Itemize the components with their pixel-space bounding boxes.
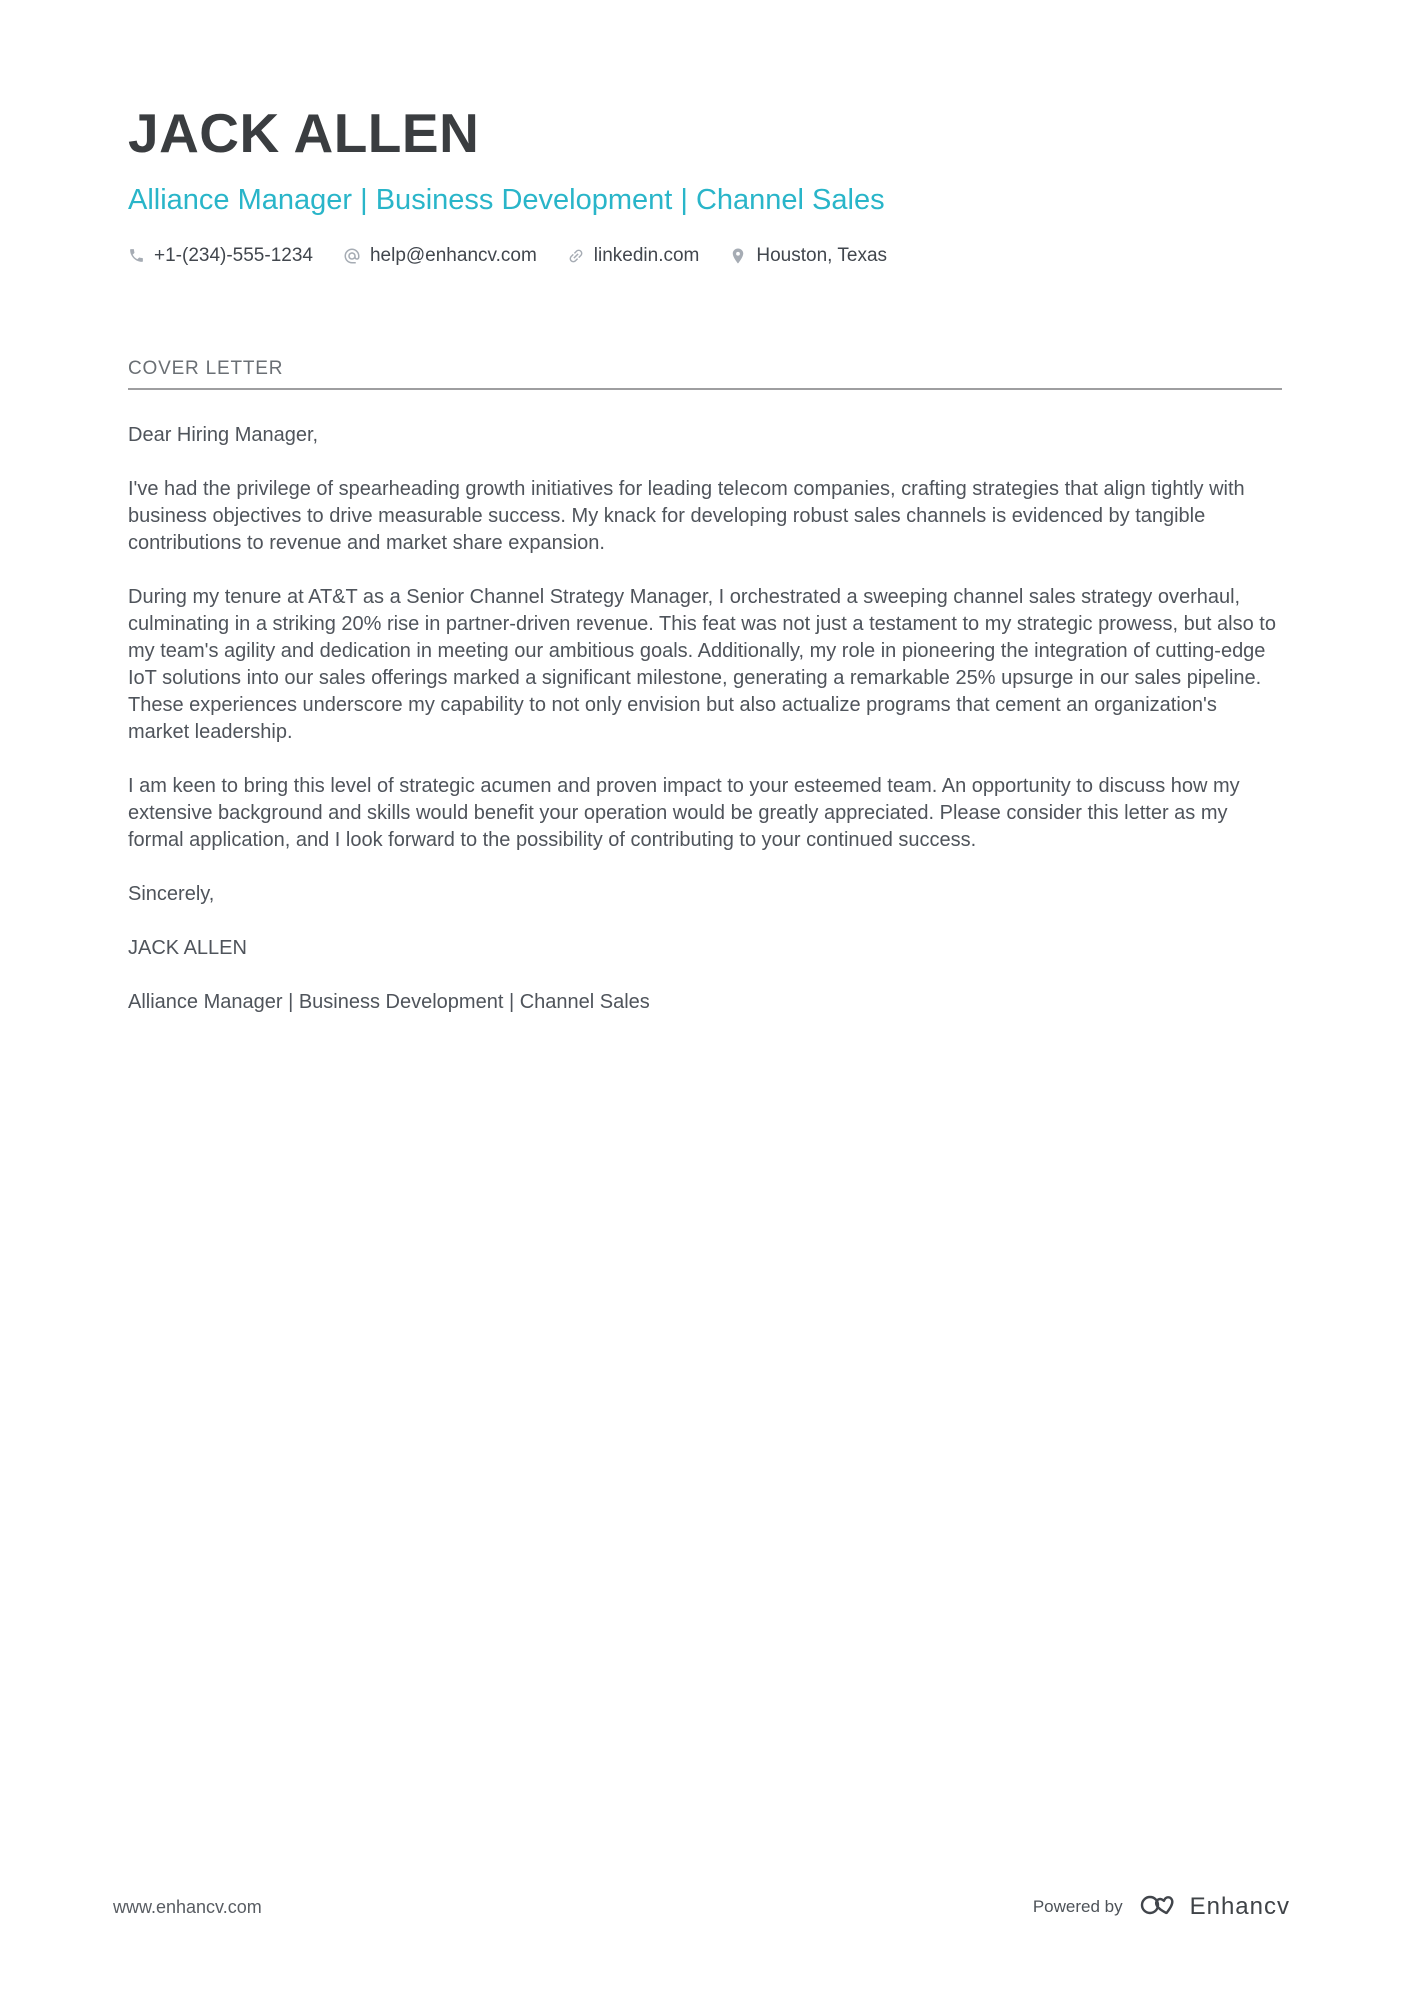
location-icon xyxy=(729,247,747,265)
person-job-title: Alliance Manager | Business Development | Channel Sales xyxy=(128,184,885,216)
contact-phone-text: +1-(234)-555-1234 xyxy=(154,244,313,266)
contact-email-text: help@enhancv.com xyxy=(369,244,537,266)
enhancv-brand xyxy=(1138,1891,1290,1923)
link-icon xyxy=(563,243,588,268)
powered-by-group[interactable] xyxy=(1033,1891,1290,1923)
section-divider xyxy=(128,388,1282,390)
contact-phone[interactable] xyxy=(128,245,313,267)
closing: Sincerely, xyxy=(128,882,215,905)
person-name: JACK ALLEN xyxy=(128,102,480,164)
enhancv-logotype: Enhancv xyxy=(1189,1893,1290,1920)
page-footer xyxy=(113,1891,1290,1923)
phone-icon xyxy=(128,247,145,264)
footer-website-link[interactable]: www.enhancv.com xyxy=(113,1896,262,1917)
contact-linkedin-text: linkedin.com xyxy=(593,244,700,266)
at-icon xyxy=(343,247,361,265)
contact-linkedin[interactable] xyxy=(567,245,700,267)
paragraph-2: During my tenure at AT&T as a Senior Channel Strategy Manager, I orchestrated a sweeping channel sales strategy overhaul, culminating in a striking 20% rise in partner-driven revenue. This feat was not just a testament to my strategic prowess, but also to my team's agility and dedication in meeting our ambitious goals. Additionally, my role in pioneering the integration of cutting-edge IoT solutions into our sales offerings marked a significant milestone, generating a remarkable 25% upsurge in our sales pipeline. These experiences underscore my capability to not only envision but also actualize programs that cement an organization's market leadership. xyxy=(128,585,1276,743)
paragraph-1: I've had the privilege of spearheading growth initiatives for leading telecom companies, crafting strategies that align tightly with business objectives to drive measurable success. My knack for developing robust sales channels is evidenced by tangible contributions to revenue and market share expansion. xyxy=(128,477,1245,554)
contact-location xyxy=(729,245,887,267)
signature-name: JACK ALLEN xyxy=(128,936,247,959)
contact-email[interactable] xyxy=(343,245,537,267)
salutation: Dear Hiring Manager, xyxy=(128,423,319,446)
paragraph-3: I am keen to bring this level of strategic acumen and proven impact to your esteemed team. An opportunity to discuss how my extensive background and skills would benefit your operation would be greatly appreciated. Please consider this letter as my formal application, and I look forward to the possibility of contributing to your continued success. xyxy=(128,774,1240,851)
enhancv-logo-icon xyxy=(1138,1891,1182,1923)
letter-body xyxy=(128,422,1282,1016)
powered-by-label: Powered by xyxy=(1032,1897,1123,1916)
contact-row xyxy=(128,245,1282,267)
section-title: COVER LETTER xyxy=(128,357,284,379)
signature-title: Alliance Manager | Business Development | Channel Sales xyxy=(128,990,650,1013)
contact-location-text: Houston, Texas xyxy=(756,244,888,266)
